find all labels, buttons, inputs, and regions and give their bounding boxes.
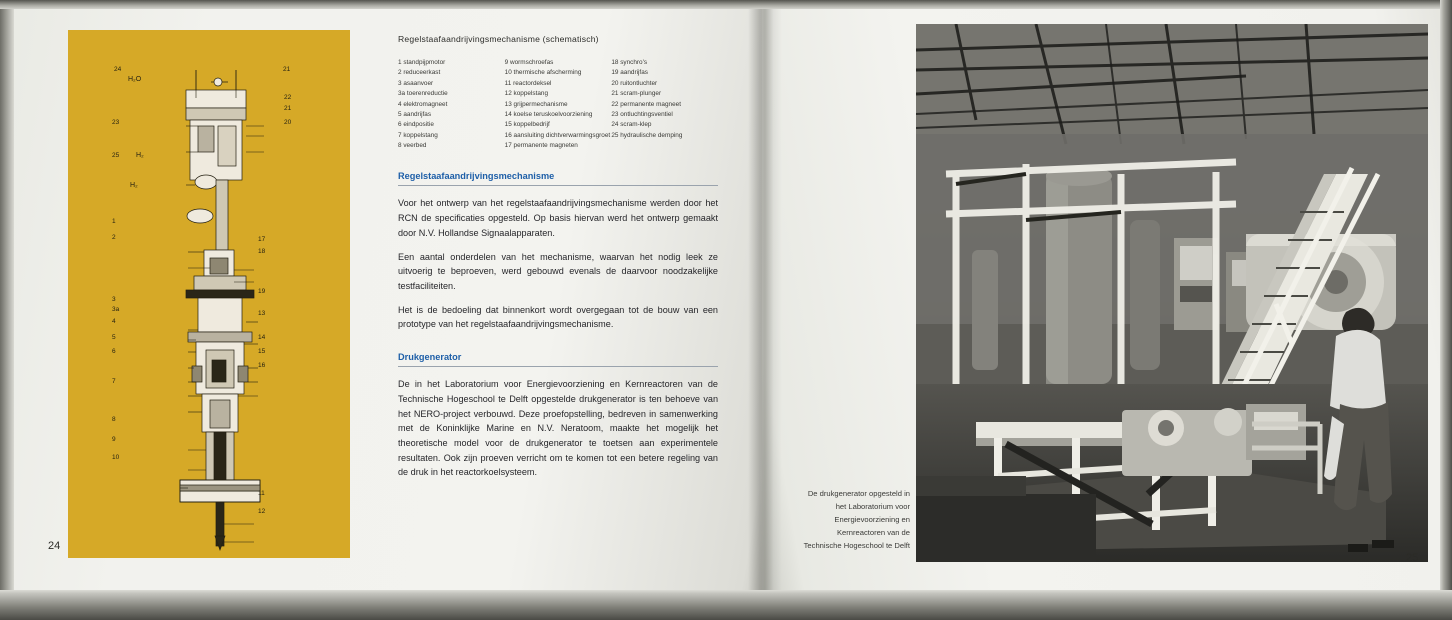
legend-item: 10 thermische afscherming [504,69,582,77]
legend-item: 3a toerenreductie [398,90,448,98]
figure-legend [398,58,718,151]
figure-label-22: 22 [284,94,292,101]
legend-item: 22 permanente magneet [611,100,681,108]
paragraph: Een aantal onderdelen van het mechanisme, waarvan het nodig leek ze uitvoerig te beproeven, werd gebouwd evenals de daarvoor noodzakelijke testfaciliteiten. [398,251,718,291]
legend-item: 5 aandrijfas [398,110,432,118]
figure-label-2: 2 [112,234,116,241]
page-edge-bottom [0,590,1452,620]
figure-label-7: 7 [112,378,116,385]
folio-left: 24 [48,540,61,552]
text-column [398,34,718,489]
legend-item: 15 koppelbedrijf [504,121,550,129]
legend-item: 25 hydraulische demping [611,131,683,139]
legend-item: 20 ruitontluchter [611,79,658,87]
pressure-generator-photograph [916,24,1428,562]
legend-item: 8 veerbed [398,142,427,149]
section-heading-2: Drukgenerator [398,352,462,363]
legend-column-3 [611,58,718,151]
figure-label-8: 8 [112,416,116,423]
figure-label-18: 18 [258,248,266,255]
figure-label-9: 9 [112,436,116,443]
legend-item: 12 koppelstang [504,90,549,98]
figure-label-3: 3 [112,296,116,303]
figure-label-13: 13 [258,310,266,317]
figure-label-17: 17 [258,236,266,243]
photo-caption: De drukgenerator opgesteld in het Laboratorium voor Energievoorziening en Kernreactoren van de Technische Hogeschool te Delft [803,489,910,550]
page-edge-right [1440,0,1452,620]
legend-item: 13 grijpermechanisme [504,100,568,108]
legend-item: 3 asaanvoer [398,79,434,87]
legend-item: 18 synchro's [611,59,648,66]
section-rule-2 [398,366,718,367]
folio-right: 25 [1406,552,1419,564]
figure-label-14: 14 [258,334,266,341]
section-rule-1 [398,185,718,186]
figure-label-23: 23 [112,119,120,126]
technical-diagram-plate [68,30,350,558]
section-body-2 [398,377,718,480]
figure-caption-title: Regelstaafaandrijvingsmechanisme (schematisch) [398,34,599,44]
legend-item: 16 aansluiting dichtverwarmingsgroet [504,131,611,139]
figure-annotation-h2-a: H₂ [136,152,144,159]
figure-label-16: 16 [258,362,266,369]
section-body-1 [398,196,718,332]
legend-item: 9 wormschroefas [504,59,554,66]
legend-item: 19 aandrijfas [611,69,648,77]
legend-item: 4 elektromagneet [398,100,448,108]
figure-label-25: 25 [112,152,120,159]
control-rod-drive-diagram [68,30,350,558]
figure-label-11: 11 [258,490,265,497]
figure-label-12: 12 [258,508,266,515]
figure-label-21: 21 [283,66,291,73]
legend-item: 7 koppelstang [398,131,438,139]
paragraph: De in het Laboratorium voor Energievoorziening en Kernreactoren van de Technische Hogeschool te Delft opgestelde drukgenerator is ten behoeve van het NERO-project verbouwd. Deze proefopstelling, bedreven in samenwerking met de Koninklijke Marine en N.V. Neratoom, maakte het mogelijk het theoretische model voor de drukgenerator te toetsen aan experimentele resultaten. Ook zijn proeven verricht om te komen tot een betere regeling van de druk in het reactorkoelsysteem. [398,379,718,478]
legend-item: 24 scram-klep [611,121,652,129]
legend-item: 6 eindpositie [398,121,434,129]
legend-item: 14 koelse teruskoelvoorziening [504,110,593,118]
legend-item: 17 permanente magneten [504,142,578,149]
figure-annotation-h2-b: H₂ [130,182,138,189]
legend-item: 21 scram-plunger [611,90,662,98]
page-edge-top [0,0,1452,9]
legend-item: 1 standpijpmotor [398,59,446,66]
legend-column-2 [505,58,612,151]
figure-label-3a: 3a [112,306,120,313]
figure-label-15: 15 [258,348,266,355]
legend-item: 11 reactordeksel [504,79,552,87]
figure-label-6: 6 [112,348,116,355]
figure-label-5: 5 [112,334,116,341]
figure-label-19: 19 [258,288,266,295]
figure-label-10: 10 [112,454,120,461]
figure-label-20: 20 [284,119,292,126]
legend-item: 2 reduceerkast [398,69,441,77]
figure-label-1: 1 [112,218,116,225]
book-gutter [748,0,782,620]
figure-label-4: 4 [112,318,116,325]
paragraph: Voor het ontwerp van het regelstaafaandrijvingsmechanisme werden door het RCN de specificaties opgesteld. Op basis hiervan werd het ontwerp gemaakt door N.V. Hollandse Signaalapparaten. [398,198,718,238]
section-heading-1: Regelstaafaandrijvingsmechanisme [398,171,555,182]
legend-item: 23 ontluchtingsventiel [611,110,673,118]
page-edge-left [0,0,14,620]
paragraph: Het is de bedoeling dat binnenkort wordt overgegaan tot de bouw van een prototype van het regelstaafaandrijvingsmechanisme. [398,304,718,330]
figure-label-21b: 21 [284,105,292,112]
legend-column-1 [398,58,505,151]
figure-annotation-h2o: H₂O [128,76,142,83]
figure-label-24: 24 [114,66,122,73]
